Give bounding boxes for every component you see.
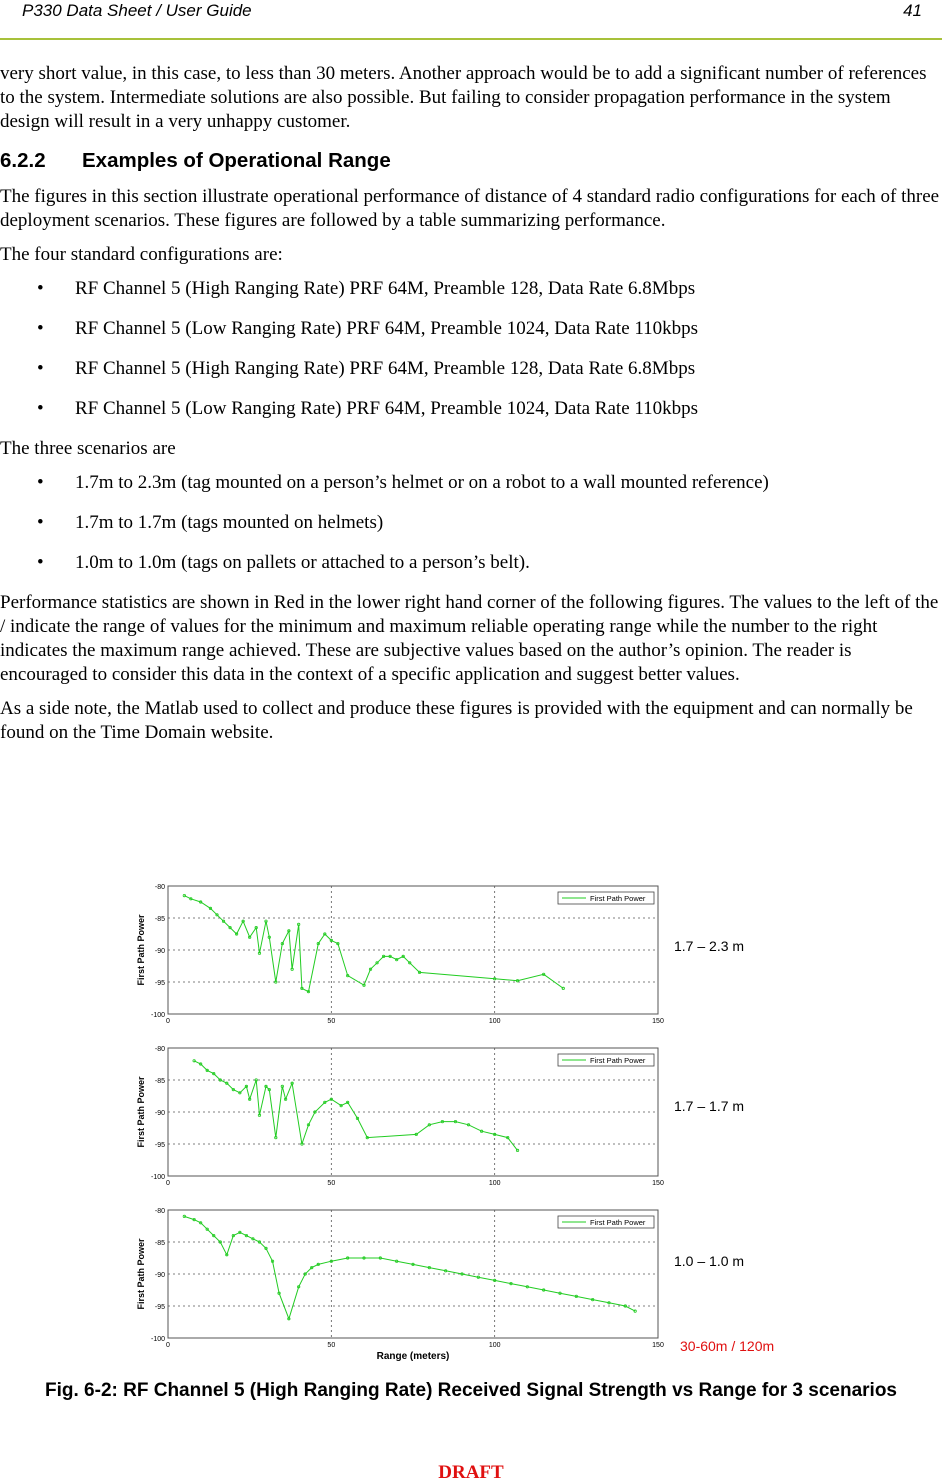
x-tick-label: 100 xyxy=(488,1342,501,1349)
section-heading xyxy=(0,149,940,173)
y-tick-label: -80 xyxy=(154,884,165,891)
x-tick-label: 50 xyxy=(327,1180,336,1187)
legend-label: First Path Power xyxy=(590,1218,646,1227)
y-tick-label: -95 xyxy=(154,1142,165,1149)
bullet-icon: • xyxy=(37,398,44,419)
x-tick-label: 0 xyxy=(166,1018,170,1025)
list-item: • RF Channel 5 (Low Ranging Rate) PRF 64M, Preamble 1024, Data Rate 110kbps xyxy=(37,398,699,419)
stats-paragraph: Performance statistics are shown in Red in the lower right hand corner of the following figures. The values to the left of the / indicate the range of values for the minimum and maximum reliable operating range while the number to the right indicates the maximum range achieved. These are subjective values based on the author’s opinion. The reader is encouraged to consider this data in the context of a specific application and suggest better values. xyxy=(0,592,939,685)
document-title: P330 Data Sheet / User Guide xyxy=(22,1,252,20)
x-axis-label: Range (meters) xyxy=(376,1351,450,1362)
x-tick-label: 150 xyxy=(652,1018,664,1025)
y-tick-label: -100 xyxy=(150,1174,165,1181)
figures-paragraph: The figures in this section illustrate operational performance of distance of 4 standard radio configurations for each of three deployment scenarios. These figures are followed by a table summarizing performance. xyxy=(0,186,940,231)
x-tick-label: 50 xyxy=(327,1342,336,1349)
scenarios-list xyxy=(0,471,940,583)
x-tick-label: 50 xyxy=(327,1018,336,1025)
performance-stats: 30-60m / 120m xyxy=(680,1338,775,1354)
list-item: • RF Channel 5 (High Ranging Rate) PRF 64M, Preamble 128, Data Rate 6.8Mbps xyxy=(37,278,696,299)
configurations-intro: The four standard configurations are: xyxy=(0,244,283,265)
legend-label: First Path Power xyxy=(590,894,646,903)
x-tick-label: 0 xyxy=(166,1342,170,1349)
figure-caption: Fig. 6-2: RF Channel 5 (High Ranging Rate) Received Signal Strength vs Range for 3 scenarios xyxy=(45,1380,897,1401)
y-tick-label: -100 xyxy=(150,1012,165,1019)
matlab-paragraph: As a side note, the Matlab used to collect and produce these figures is provided with the equipment and can normally be found on the Time Domain website. xyxy=(0,698,913,743)
x-tick-label: 100 xyxy=(488,1018,501,1025)
y-tick-label: -100 xyxy=(150,1336,165,1343)
x-tick-label: 150 xyxy=(652,1342,664,1349)
y-tick-label: -80 xyxy=(154,1208,165,1215)
bullet-icon: • xyxy=(37,278,44,299)
y-tick-label: -85 xyxy=(154,916,165,923)
signal-strength-charts xyxy=(130,876,830,1362)
list-item: • 1.7m to 1.7m (tags mounted on helmets) xyxy=(37,512,384,533)
bullet-icon: • xyxy=(37,358,44,379)
list-item: • RF Channel 5 (Low Ranging Rate) PRF 64M, Preamble 1024, Data Rate 110kbps xyxy=(37,318,699,339)
page-number: 41 xyxy=(903,1,922,20)
y-tick-label: -80 xyxy=(154,1046,165,1053)
y-tick-label: -90 xyxy=(154,948,165,955)
bullet-icon: • xyxy=(37,318,44,339)
scenarios-intro: The three scenarios are xyxy=(0,438,176,459)
bullet-icon: • xyxy=(37,472,44,493)
header-rule xyxy=(0,38,942,40)
y-tick-label: -85 xyxy=(154,1240,165,1247)
y-tick-label: -90 xyxy=(154,1272,165,1279)
list-item: • 1.0m to 1.0m (tags on pallets or attached to a person’s belt). xyxy=(37,552,530,573)
page-body xyxy=(0,62,940,755)
bullet-icon: • xyxy=(37,552,44,573)
list-item: • RF Channel 5 (High Ranging Rate) PRF 64M, Preamble 128, Data Rate 6.8Mbps xyxy=(37,358,696,379)
scenario-label: 1.7 – 1.7 m xyxy=(674,1098,745,1114)
y-axis-label: First Path Power xyxy=(136,914,146,986)
scenario-label: 1.0 – 1.0 m xyxy=(674,1253,745,1269)
configurations-list xyxy=(0,277,940,429)
y-tick-label: -95 xyxy=(154,980,165,987)
y-tick-label: -90 xyxy=(154,1110,165,1117)
list-item: • 1.7m to 2.3m (tag mounted on a person’s helmet or on a robot to a wall mounted reference) xyxy=(37,472,769,493)
y-tick-label: -85 xyxy=(154,1078,165,1085)
draft-watermark: DRAFT xyxy=(438,1462,504,1483)
figure xyxy=(130,876,830,1362)
bullet-icon: • xyxy=(37,512,44,533)
x-tick-label: 100 xyxy=(488,1180,501,1187)
section-number: 6.2.2 xyxy=(0,149,46,172)
page-header xyxy=(0,0,942,40)
y-tick-label: -95 xyxy=(154,1304,165,1311)
section-title: Examples of Operational Range xyxy=(82,149,391,172)
scenario-label: 1.7 – 2.3 m xyxy=(674,938,745,954)
legend-label: First Path Power xyxy=(590,1056,646,1065)
y-axis-label: First Path Power xyxy=(136,1238,146,1310)
x-tick-label: 150 xyxy=(652,1180,664,1187)
x-tick-label: 0 xyxy=(166,1180,170,1187)
intro-paragraph: very short value, in this case, to less than 30 meters. Another approach would be to add a significant number of references to the system. Intermediate solutions are also possible. But failing to consider propagation performance in the system design will result in a very unhappy customer. xyxy=(0,63,927,132)
y-axis-label: First Path Power xyxy=(136,1076,146,1148)
